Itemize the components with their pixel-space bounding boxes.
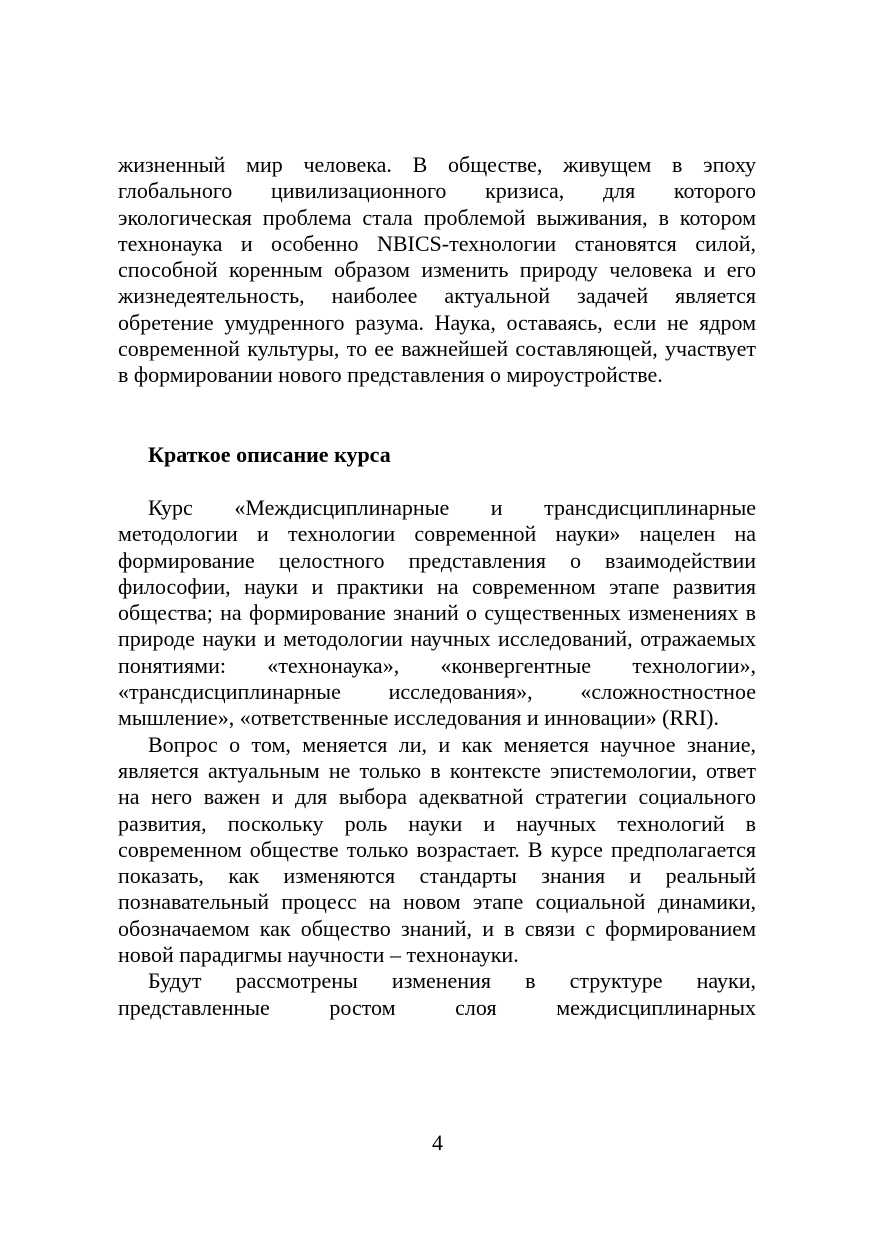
knowledge-change-paragraph: Вопрос о том, меняется ли, и как меняется научное знание, является актуальным не только в контексте эпистемологии, ответ на него важен и для выбора адекватной стратегии социального развития, поскольку роль науки и научных технологий в современном обществе только возрастает. В курсе предполагается показать, как изменяются стандарты знания и реальный познавательный процесс на новом этапе социальной динамики, обозначаемом как общество знаний, и в связи с формированием новой парадигмы научности – технонауки. [118, 731, 756, 968]
page-body [118, 152, 756, 1021]
section-heading: Краткое описание курса [148, 441, 391, 467]
intro-paragraph: жизненный мир человека. В обществе, живущем в эпоху глобального цивилизационного кризиса, для которого экологическая проблема стала проблемой выживания, в котором технонаука и особенно NBICS-технологии становятся силой, способной коренным образом изменить природу человека и его жизнедеятельность, наиболее актуальной задачей является обретение умудренного разума. Наука, оставаясь, если не ядром современной культуры, то ее важнейшей составляющей, участвует в формировании нового представления о мироустройстве. [118, 152, 756, 388]
structure-changes-paragraph: Будут рассмотрены изменения в структуре науки, представленные ростом слоя междисциплинарных [118, 968, 756, 1020]
page-number: 4 [432, 1130, 443, 1155]
course-description-paragraph: Курс «Междисциплинарные и трансдисциплинарные методологии и технологии современной науки» нацелен на формирование целостного представления о взаимодействии философии, науки и практики на современном этапе развития общества; на формирование знаний о существенных изменениях в природе науки и методологии научных исследований, отражаемых понятиями: «технонаука», «конвергентные технологии», «трансдисциплинарные исследования», «сложностностное мышление», «ответственные исследования и инновации» (RRI). [118, 494, 756, 731]
